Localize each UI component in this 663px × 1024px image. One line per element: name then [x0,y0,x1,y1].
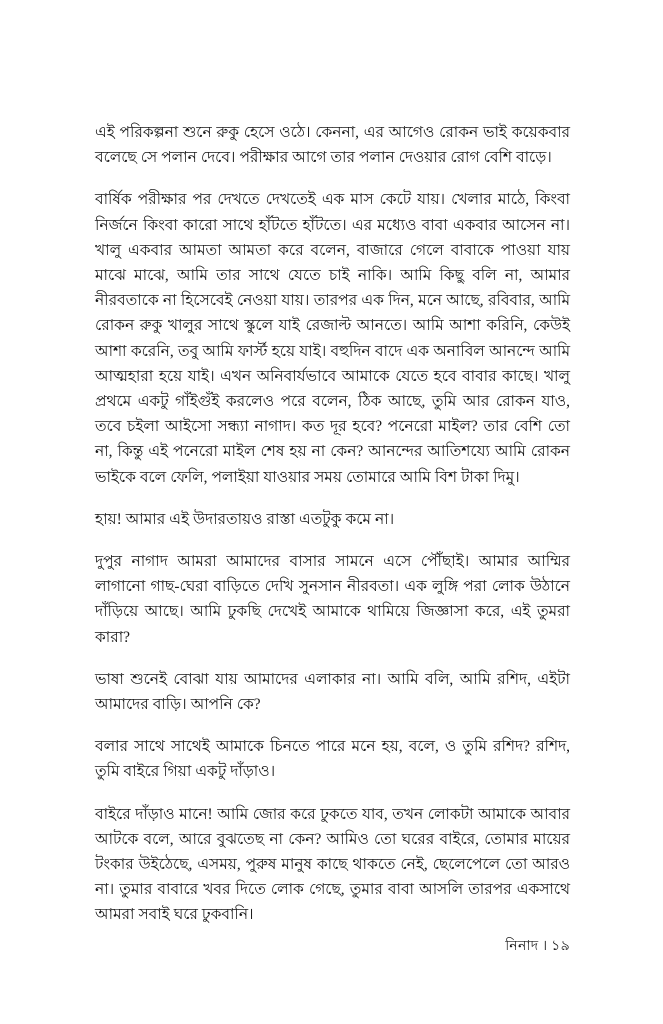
paragraph-2: বার্ষিক পরীক্ষার পর দেখতে দেখতেই এক মাস কেটে যায়। খেলার মাঠে, কিংবা নির্জনে কিংবা কারো সাথে হাঁটতে হাঁটতে। এর মধ্যেও বাবা একবার আসেন না। খালু একবার আমতা আমতা করে বলেন, বাজারে গেলে বাবাকে পাওয়া যায় মাঝে মাঝে, আমি তার সাথে যেতে চাই নাকি। আমি কিছু বলি না, আমার নীরবতাকে না হিসেবেই নেওয়া যায়। তারপর এক দিন, মনে আছে, রবিবার, আমি রোকন রুকু খালুর সাথে স্কুলে যাই রেজাল্ট আনতে। আমি আশা করিনি, কেউই আশা করেনি, তবু আমি ফার্স্ট হয়ে যাই। বহুদিন বাদে এক অনাবিল আনন্দে আমি আত্মহারা হয়ে যাই। এখন অনিবার্যভাবে আমাকে যেতে হবে বাবার কাছে। খালু প্রথমে একটু গাঁইগুঁই করলেও পরে বলেন, ঠিক আছে, তুমি আর রোকন যাও, তবে চইলা আইসো সন্ধ্যা নাগাদ। কত দূর হবে? পনেরো মাইল? তার বেশি তো না, কিন্তু এই পনেরো মাইল শেষ হয় না কেন? আনন্দের আতিশয্যে আমি রোকন ভাইকে বলে ফেলি, পলাইয়া যাওয়ার সময় তোমারে আমি বিশ টাকা দিমু। [95,191,570,486]
paragraph-4: দুপুর নাগাদ আমরা আমাদের বাসার সামনে এসে পৌঁছাই। আমার আম্মির লাগানো গাছ-ঘেরা বাড়িতে দেখি সুনসান নীরবতা। এক লুঙ্গি পরা লোক উঠানে দাঁড়িয়ে আছে। আমি ঢুকছি দেখেই আমাকে থামিয়ে জিজ্ঞাসা করে, এই তুমরা কারা? [95,553,570,646]
paragraph-5: ভাষা শুনেই বোঝা যায় আমাদের এলাকার না। আমি বলি, আমি রশিদ, এইটা আমাদের বাড়ি। আপনি কে? [95,670,570,714]
paragraph-7: বাইরে দাঁড়াও মানে! আমি জোর করে ঢুকতে যাব, তখন লোকটা আমাকে আবার আটকে বলে, আরে বুঝতেছ না কেন? আমিও তো ঘরের বাইরে, তোমার মায়ের টংকার উইঠেছে, এসময়, পুরুষ মানুষ কাছে থাকতে নেই, ছেলেপেলে তো আরও না। তুমার বাবারে খবর দিতে লোক গেছে, তুমার বাবা আসলি তারপর একসাথে আমরা সবাই ঘরে ঢুকবানি। [95,805,570,924]
paragraph-6: বলার সাথে সাথেই আমাকে চিনতে পারে মনে হয়, বলে, ও তুমি রশিদ? রশিদ, তুমি বাইরে গিয়া একটু দাঁড়াও। [95,738,570,781]
paragraph-1: এই পরিকল্পনা শুনে রুকু হেসে ওঠে। কেননা, এর আগেও রোকন ভাই কয়েকবার বলেছে সে পলান দেবে। পরীক্ষার আগে তার পলান দেওয়ার রোগ বেশি বাড়ে। [95,124,570,167]
page-text-body [95,120,570,928]
page-footer: নিনাদ । ১৯ [505,938,570,954]
paragraph-3: হায়! আমার এই উদারতায়ও রাস্তা এতটুকু কমে না। [95,510,395,528]
